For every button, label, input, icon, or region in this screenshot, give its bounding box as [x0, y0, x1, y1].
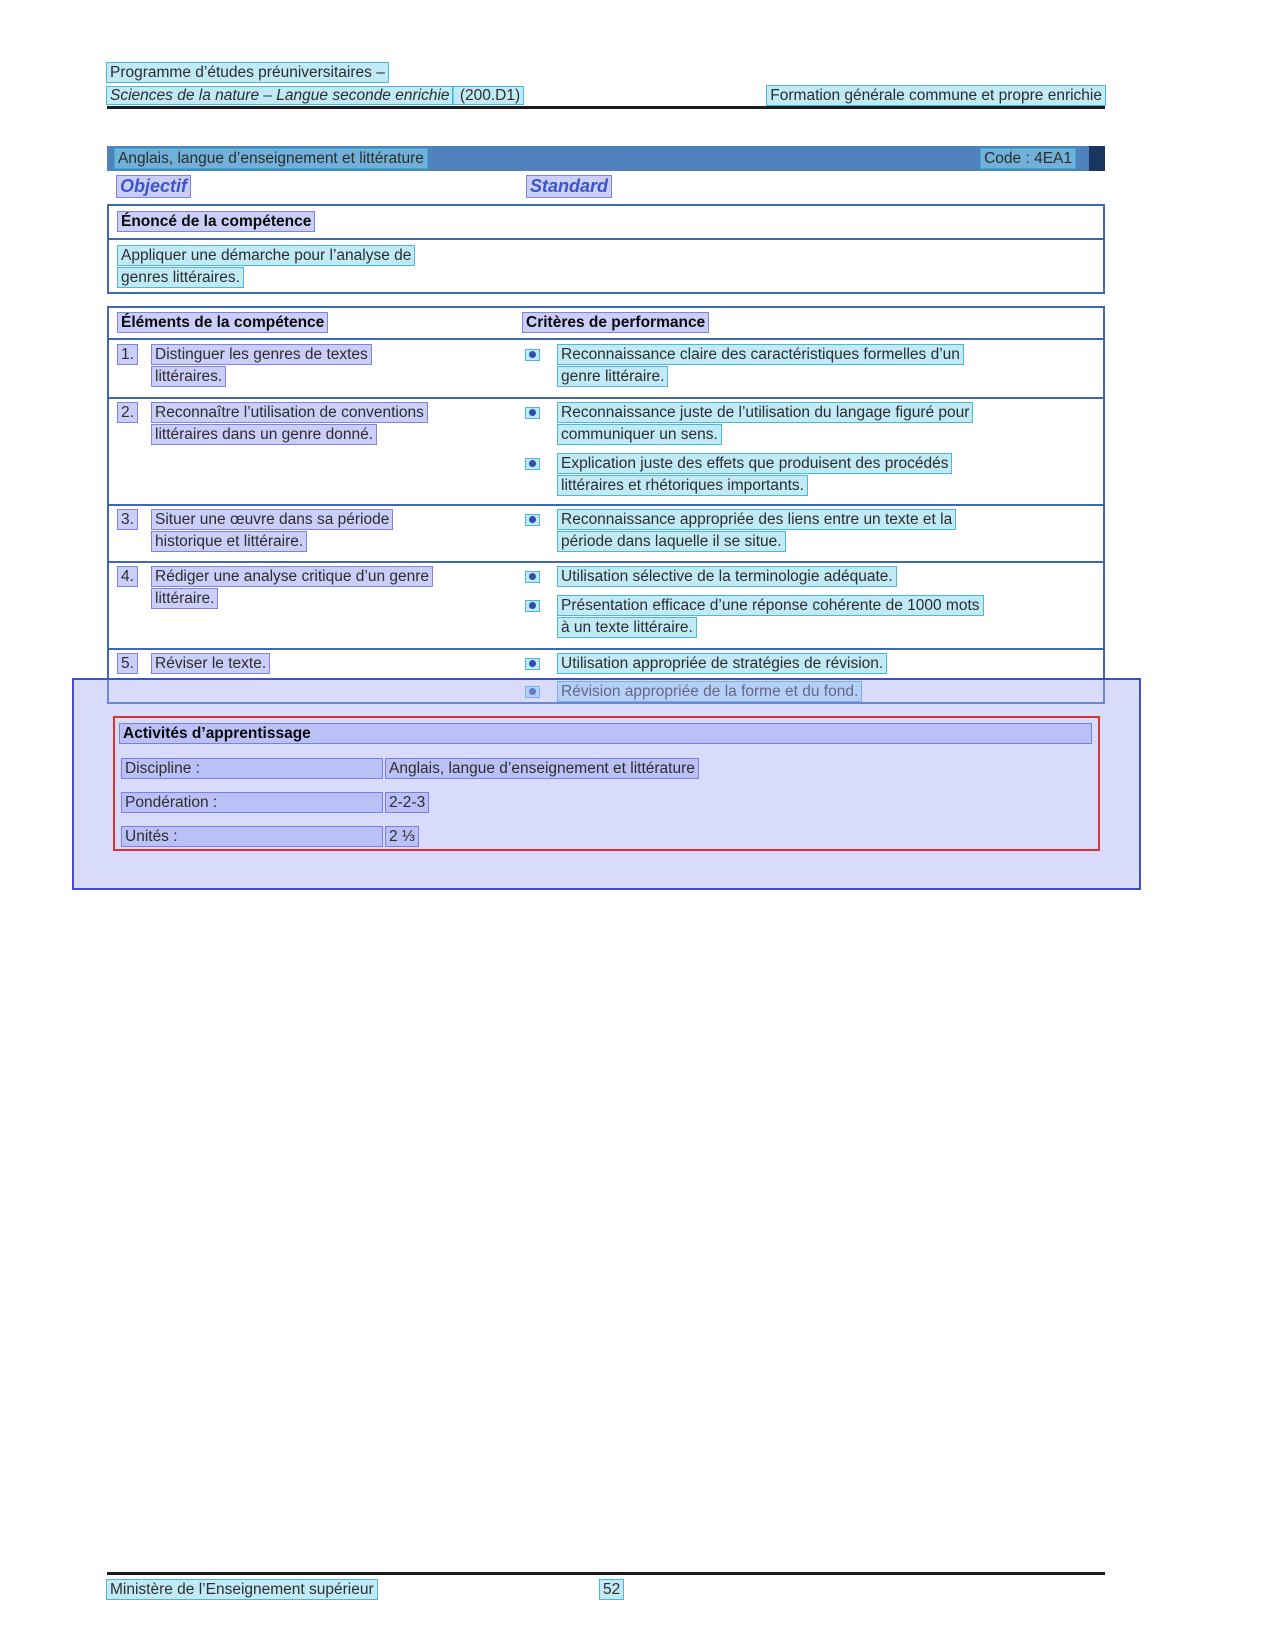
col-header-criteres: Critères de performance	[523, 313, 708, 332]
standard-heading: Standard	[527, 176, 611, 197]
enonce-header: Énoncé de la compétence	[118, 212, 314, 231]
element-text: historique et littéraire.	[152, 532, 306, 551]
title-bar	[107, 146, 1105, 171]
table-separator	[109, 648, 1103, 650]
title-bar-code: Code : 4EA1	[981, 149, 1075, 168]
critere-text: Reconnaissance appropriée des liens entre un texte et la	[558, 510, 955, 529]
critere-text: Utilisation sélective de la terminologie adéquate.	[558, 567, 896, 586]
objectif-heading: Objectif	[117, 176, 190, 197]
enonce-body-line1: Appliquer une démarche pour l’analyse de	[118, 246, 414, 265]
activites-label-discipline: Discipline :	[122, 759, 382, 778]
activites-box	[113, 716, 1100, 851]
enonce-table	[107, 204, 1105, 294]
row-number: 5.	[118, 654, 137, 673]
element-text: littéraires dans un genre donné.	[152, 425, 376, 444]
critere-text: Révision appropriée de la forme et du fond.	[558, 682, 861, 701]
element-text: Reconnaître l’utilisation de conventions	[152, 403, 427, 422]
bullet-icon	[526, 459, 539, 469]
bullet-icon	[526, 408, 539, 418]
footer-ministry: Ministère de l’Enseignement supérieur	[107, 1580, 377, 1599]
enonce-body-line2: genres littéraires.	[118, 268, 243, 287]
element-text: littéraires.	[152, 367, 225, 386]
element-text: Rédiger une analyse critique d’un genre	[152, 567, 432, 586]
critere-text: période dans laquelle il se situe.	[558, 532, 785, 551]
row-number: 3.	[118, 510, 137, 529]
critere-text: Reconnaissance claire des caractéristiques formelles d’un	[558, 345, 963, 364]
bullet-icon	[526, 572, 539, 582]
activites-value-unites: 2 ⅓	[386, 827, 418, 846]
critere-text: Reconnaissance juste de l’utilisation du langage figuré pour	[558, 403, 972, 422]
doc-header-right: Formation générale commune et propre enrichie	[767, 86, 1105, 105]
table-separator	[109, 504, 1103, 506]
critere-text: communiquer un sens.	[558, 425, 721, 444]
row-number: 2.	[118, 403, 137, 422]
activites-label-ponderation: Pondération :	[122, 793, 382, 812]
element-text: littéraire.	[152, 589, 217, 608]
row-number: 4.	[118, 567, 137, 586]
bullet-icon	[526, 601, 539, 611]
critere-text: littéraires et rhétoriques importants.	[558, 476, 807, 495]
footer-page-number: 52	[600, 1580, 623, 1599]
element-text: Distinguer les genres de textes	[152, 345, 371, 364]
activites-value-ponderation: 2-2-3	[386, 793, 428, 812]
doc-header-program-code: (200.D1)	[453, 87, 524, 104]
doc-header-program: Sciences de la nature – Langue seconde enrichie	[107, 87, 453, 104]
table-separator	[109, 561, 1103, 563]
footer-rule	[107, 1572, 1105, 1575]
activites-label-unites: Unités :	[122, 827, 382, 846]
title-bar-endcap	[1089, 146, 1105, 171]
bullet-icon	[526, 350, 539, 360]
element-text: Situer une œuvre dans sa période	[152, 510, 392, 529]
critere-text: à un texte littéraire.	[558, 618, 696, 637]
critere-text: Explication juste des effets que produisent des procédés	[558, 454, 951, 473]
doc-header-line1: Programme d’études préuniversitaires –	[107, 63, 388, 82]
activites-value-discipline: Anglais, langue d’enseignement et littérature	[386, 759, 698, 778]
table-separator	[109, 397, 1103, 399]
row-number: 1.	[118, 345, 137, 364]
title-bar-title: Anglais, langue d’enseignement et littérature	[115, 149, 427, 168]
bullet-icon	[526, 515, 539, 525]
element-text: Réviser le texte.	[152, 654, 269, 673]
critere-text: Utilisation appropriée de stratégies de révision.	[558, 654, 886, 673]
col-header-elements: Éléments de la compétence	[118, 313, 327, 332]
competence-table	[107, 306, 1105, 704]
bullet-icon	[526, 659, 539, 669]
critere-text: genre littéraire.	[558, 367, 667, 386]
activites-header: Activités d’apprentissage	[120, 724, 1091, 743]
header-rule	[107, 106, 1105, 109]
table-separator	[109, 338, 1103, 340]
enonce-header-separator	[109, 238, 1103, 240]
critere-text: Présentation efficace d’une réponse cohérente de 1000 mots	[558, 596, 983, 615]
